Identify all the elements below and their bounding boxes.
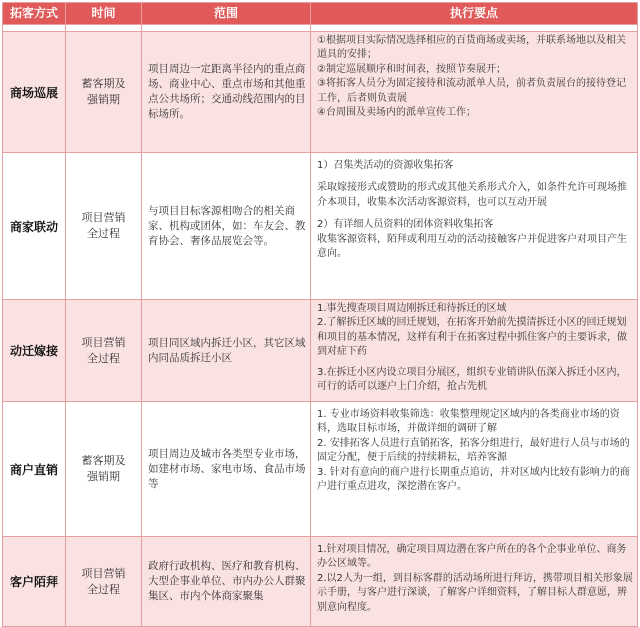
scope-cell: 项目周边及城市各类型专业市场，如建材市场、家电市场、食品市场等 xyxy=(141,402,310,536)
point-text: 2. 安排拓客人员进行直销拓客，拓客分组进行，最好进行人员与市场的固定分配，便于后续的持续耕耘，培养客源 xyxy=(317,437,630,464)
time-line: 蓄客期及 xyxy=(81,454,126,467)
point-text: ③将拓客人员分为固定接待和流动派单人员，前者负责展台的接待登记工作，后者则负责展 xyxy=(317,78,626,104)
point-text: 3.在拆迁小区内设立项目分展区，组织专业销讲队伍深入拆迁小区内，可行的话可以逐户上门介绍，抢占先机 xyxy=(317,366,627,393)
point-text: 采取嫁接形式或赞助的形式或其他关系形式介入，如条件允许可现场推介本项目，收集本次活动客源资料，也可以互动开展 xyxy=(317,182,627,208)
point-text: ④台周围及卖场内的派单宣传工作； xyxy=(317,107,476,119)
time-line: 全过程 xyxy=(87,351,120,365)
point-text: 1.事先搜查项目周边刚拆迁和待拆迁的区域 xyxy=(317,303,507,314)
time-cell xyxy=(65,153,141,299)
gap-cell xyxy=(141,25,310,31)
time-line: 强销期 xyxy=(87,470,120,483)
time-line: 蓄客期及 xyxy=(81,77,126,90)
time-line: 项目营销 xyxy=(81,335,126,349)
table-header xyxy=(3,3,637,24)
scope-cell: 项目同区域内拆迁小区，其它区域内同品质拆迁小区 xyxy=(141,300,310,401)
point-text: 2）有详细人员资料的团体资料收集拓客 xyxy=(317,219,494,231)
time-line: 项目营销 xyxy=(81,211,126,224)
gap-cell xyxy=(310,25,637,31)
point-text: ①根据项目实际情况选择相应的百货商场或卖场，并联系场地以及相关道具的安排； xyxy=(317,35,626,61)
point-spacer xyxy=(317,173,633,181)
points-cell xyxy=(310,402,637,536)
time-line: 强销期 xyxy=(87,93,120,106)
time-line: 全过程 xyxy=(87,227,120,240)
header-gap xyxy=(3,24,637,31)
header-points: 执行要点 xyxy=(310,3,637,24)
gap-cell xyxy=(65,25,141,31)
method-cell: 客户陌拜 xyxy=(9,575,58,589)
time-line: 项目营销 xyxy=(81,566,126,580)
method-cell: 动迁嫁接 xyxy=(9,344,58,358)
scope-cell: 政府行政机构、医疗和教育机构、大型企事业单位、市内办公人群聚集区、市内个体商家聚集 xyxy=(141,537,310,626)
point-text: 2.了解拆迁区域的回迁规划，在拓客开始前先摸清拆迁小区的回迁规划和项目的基本情况，这样有利于在拓客过程中抓住客户的主要诉求，做到对症下药 xyxy=(317,317,627,358)
table-row xyxy=(3,401,637,536)
point-spacer xyxy=(317,210,633,218)
point-text: 1）召集类活动的资源收集拓客 xyxy=(317,160,454,171)
scope-cell: 与项目目标客源相吻合的相关商家、机构或团体，如：车友会、教育协会、奢侈品展览会等。 xyxy=(141,153,310,299)
method-cell: 商家联动 xyxy=(9,219,58,234)
header-method: 拓客方式 xyxy=(9,6,58,20)
method-cell: 商户直销 xyxy=(9,462,58,477)
table-row xyxy=(3,299,637,401)
gap-cell xyxy=(3,25,65,31)
table-row xyxy=(3,31,637,152)
point-text: 1.针对项目情况，确定项目周边潜在客户所在的各个企事业单位、商务办公区域等。 xyxy=(317,544,627,570)
points-cell xyxy=(310,153,637,299)
point-text: 1. 专业市场资料收集筛选：收集整理规定区域内的各类商业市场的资料，选取目标市场，并做详细的调研了解 xyxy=(317,409,620,435)
point-text: 2.以2人为一组，到目标客群的活动场所进行拜访，携带项目相关形象展示手册，与客户进行深谈，了解客户详细资料，了解目标人群意愿，辨别意向程度。 xyxy=(317,572,633,613)
method-cell: 商场巡展 xyxy=(9,85,58,100)
expansion-methods-table xyxy=(2,2,638,627)
point-text: 收集客源资料，陌拜或利用互动的活动接触客户并促进客户对项目产生意向。 xyxy=(317,233,627,260)
scope-cell: 项目周边一定距离半径内的重点商场、商业中心、重点市场和其他重点公共场所；交通动线范围内的目标场所。 xyxy=(141,32,310,152)
point-text: 3. 针对有意向的商户进行长期重点追访，并对区域内比较有影响力的商户进行重点进攻，深挖潜在客户。 xyxy=(317,466,630,493)
point-text: ②制定巡展顺序和时间表，按照节奏展开； xyxy=(317,63,506,75)
header-scope: 范围 xyxy=(141,3,310,24)
time-line: 全过程 xyxy=(87,582,120,596)
points-cell xyxy=(310,32,637,152)
points-cell xyxy=(310,300,637,401)
header-time: 时间 xyxy=(65,3,141,24)
time-cell xyxy=(65,32,141,152)
time-cell xyxy=(65,537,141,626)
time-cell xyxy=(65,300,141,401)
points-cell xyxy=(310,537,637,626)
table-row xyxy=(3,536,637,626)
table-row xyxy=(3,152,637,299)
time-cell xyxy=(65,402,141,536)
